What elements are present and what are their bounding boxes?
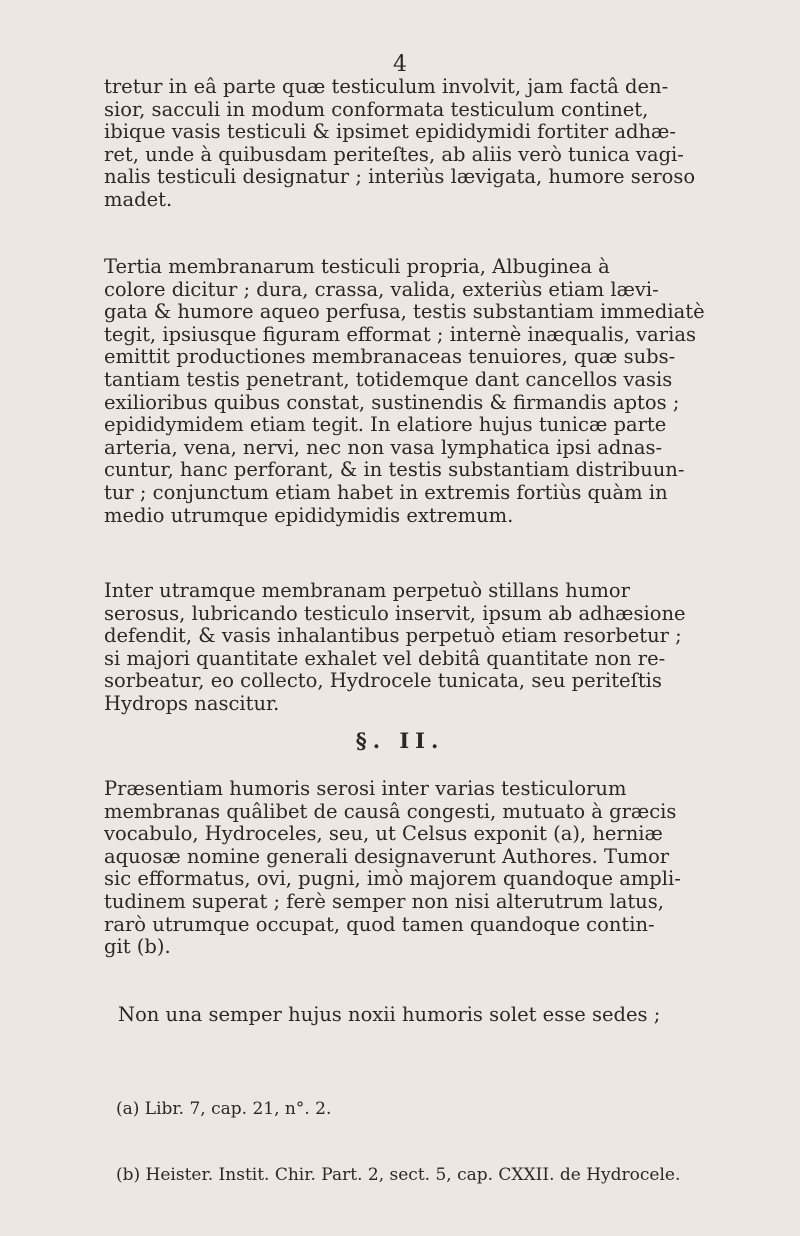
footnotes [116,1054,716,1230]
footnote-b: (b) Heister. Instit. Chir. Part. 2, sect. 5, cap. CXXII. de Hydrocele. [116,1165,681,1185]
footnote-a: (a) Libr. 7, cap. 21, n°. 2. [116,1099,332,1119]
page-number: 4 [393,52,407,77]
paragraph-tunica-vaginalis: tretur in eâ parte quæ testiculum involvit, jam factâ den- sior, sacculi in modum conformata testiculum continet, ibique vasis testiculi & ipsimet epididymidi fortiter adhæ- ret, unde à quibusdam periteſtes, ab aliis verò tunica vagi- nalis testiculi designatur ; interiùs lævigata, humore seroso madet. [104,75,696,211]
paragraph-hydrocele: Præsentiam humoris serosi inter varias testiculorum membranas quâlibet de causâ congesti, mutuato à græcis vocabulo, Hydroceles, seu, ut Celsus exponit (a), herniæ aquosæ nomine generali designaverunt Authores. Tumor sic efformatus, ovi, pugni, imò majorem quandoque ampli- tudinem superat ; ferè semper non nisi alterutrum latus, rarò utrumque occupat, quod tamen quandoque contin- git (b). [104,777,681,959]
paragraph-albuginea: Tertia membranarum testiculi propria, Albuginea à colore dicitur ; dura, crassa, valida, exteriùs etiam lævi- gata & humore aqueo perfusa, testis substantiam immediatè tegit, ipsiusque figuram efformat ; internè inæqualis, varias emittit productiones membranaceas tenuiores, quæ subs- tantiam testis penetrant, totidemque dant cancellos vasis exilioribus quibus constat, sustinendis & firmandis aptos ; epididymidem etiam tegit. In elatiore hujus tunicæ parte arteria, vena, nervi, nec non vasa lymphatica ipsi adnas- cuntur, hanc perforant, & in testis substantiam distribuun- tur ; conjunctum etiam habet in extremis fortiùs quàm in medio utrumque epididymidis extremum. [104,255,705,527]
paragraph-humor-serosus: Inter utramque membranam perpetuò stillans humor serosus, lubricando testiculo inservit, ipsum ab adhæsione defendit, & vasis inhalantibus perpetuò etiam resorbetur ; si majori quantitate exhalet vel debitâ quantitate non re- sorbeatur, eo collecto, Hydrocele tunicata, seu periteſtis Hydrops nascitur. [104,579,686,715]
section-heading: §. II. [355,728,445,753]
paragraph-sedes: Non una semper hujus noxii humoris solet esse sedes ; [118,1003,661,1026]
